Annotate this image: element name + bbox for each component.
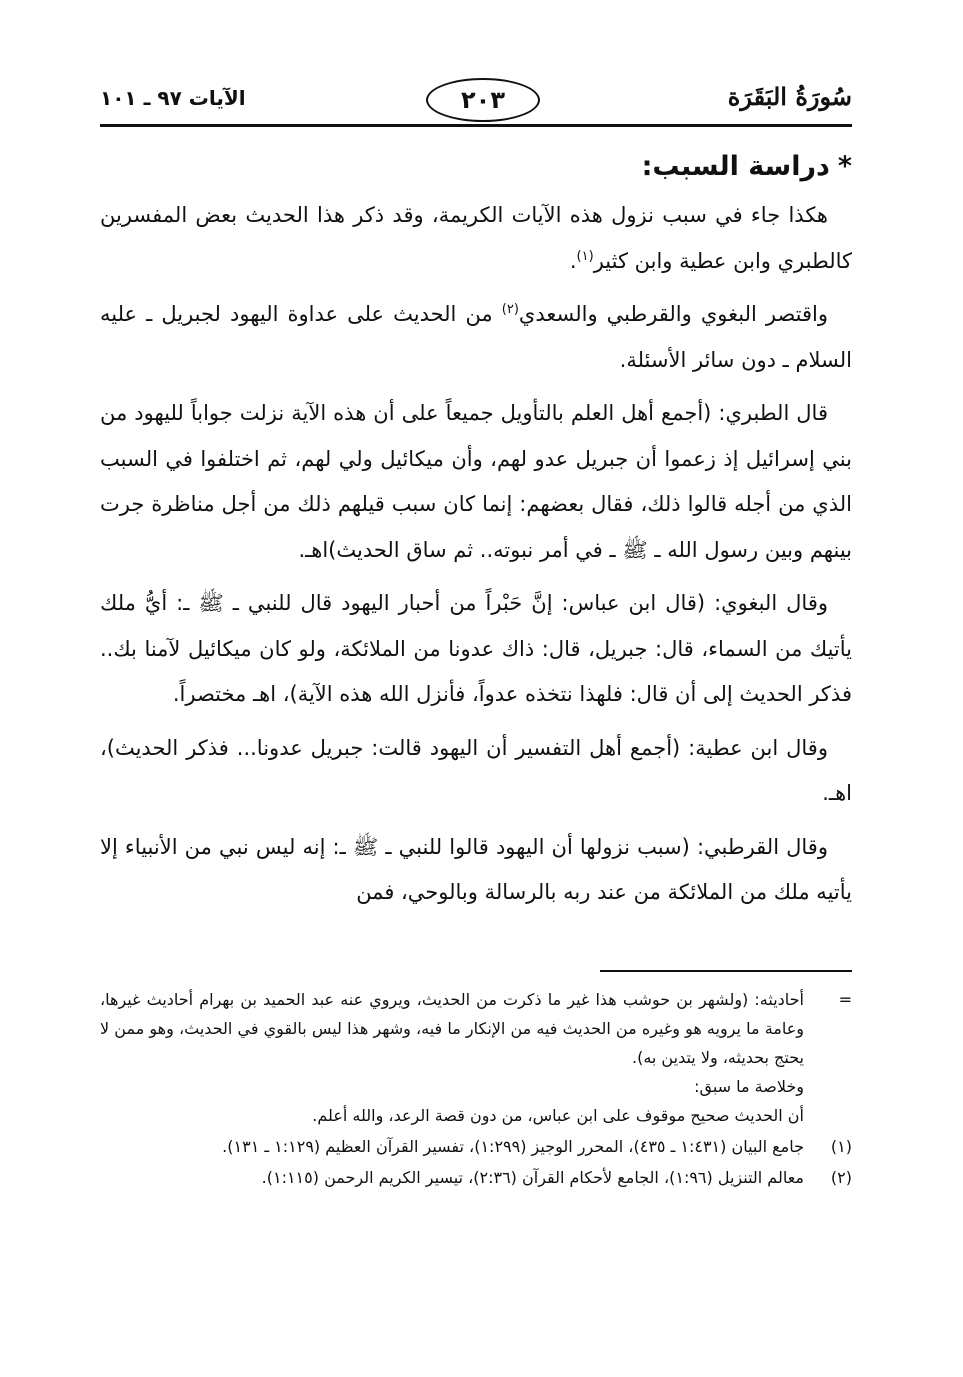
paragraph-text: واقتصر البغوي والقرطبي والسعدي — [518, 302, 829, 326]
footnote-ref: (٢) — [501, 302, 519, 317]
heading-star-icon: * — [837, 151, 852, 182]
page-number: ٢٠٣ — [426, 78, 540, 122]
page-header — [100, 78, 852, 122]
footnote-ref: (١) — [576, 248, 594, 264]
footnote-text: جامع البيان (١:٤٣١ ـ ٤٣٥)، المحرر الوجيز (١:٢٩٩)، تفسير القرآن العظيم (١:١٢٩ ـ ١٣١). — [222, 1137, 804, 1156]
footnote-line: وخلاصة ما سبق: — [694, 1077, 804, 1096]
heading-text: دراسة السبب: — [641, 151, 830, 182]
footnote-number: (٢) — [830, 1168, 852, 1187]
paragraph-text: قال الطبري: (أجمع أهل العلم بالتأويل جميعاً على أن هذه الآية نزلت جواباً لليهود من بني إسرائيل إذ زعموا أن جبريل عدو لهم، وأن ميكائيل ولي لهم، ثم اختلفوا في السبب الذي من أجله قالوا ذلك، فقال بعضهم: إنما كان سبب قيلهم ذلك من أجل مناظرة جرت بينهم وبين رسول الله ـ ﷺ ـ في أمر نبوته.. ثم ساق الحديث)اهـ. — [100, 401, 852, 562]
paragraph-text: وقال ابن عطية: (أجمع أهل التفسير أن اليهود قالت: جبريل عدونا... فذكر الحديث)، اهـ. — [100, 735, 852, 805]
paragraph-text: . — [569, 248, 577, 273]
paragraph-text: من الحديث على عداوة اليهود لجبريل ـ عليه السلام ـ دون سائر الأسئلة. — [100, 302, 852, 372]
footnote-text: معالم التنزيل (١:٩٦)، الجامع لأحكام القرآن (٢:٣٦)، تيسير الكريم الرحمن (١:١١٥). — [261, 1168, 804, 1187]
footnotes — [100, 985, 852, 1192]
surah-title: سُورَةُ البَقَرَة — [727, 82, 852, 111]
header-divider — [100, 124, 852, 127]
ayat-range: الآيات ٩٧ ـ ١٠١ — [100, 86, 246, 110]
footnote-line: أحاديثه: (ولشهر بن حوشب هذا غير ما ذكرت من الحديث، ويروي عنه عبد الحميد بن بهرام أحاديث غيرها، وعامة ما يرويه هو وغيره من الحديث فيه من الإنكار ما فيه، وشهر هذا ليس بالقوي في الحديث، وهو ممن لا يحتج بحديثه، ولا يتدين به). — [100, 990, 804, 1067]
footnote-item — [100, 1132, 852, 1161]
footnote-item — [100, 1163, 852, 1192]
paragraph — [100, 581, 852, 718]
footnote-divider — [600, 970, 852, 972]
footnote-continuation — [100, 985, 852, 1130]
paragraph-text: وقال البغوي: (قال ابن عباس: إنَّ حَبْراً من أحبار اليهود قال للنبي ـ ﷺ ـ: أيُّ ملك يأتيك من السماء، قال: جبريل، قال: ذاك عدونا من الملائكة، ولو كان ميكائيل لآمنا بك.. فذكر الحديث إلى أن قال: فلهذا نتخذه عدواً، فأنزل الله هذه الآية)، اهـ مختصراً. — [100, 591, 852, 706]
paragraph — [100, 825, 852, 916]
paragraph — [100, 292, 852, 383]
footnote-number: (١) — [830, 1137, 852, 1156]
paragraph-text: هكذا جاء في سبب نزول هذه الآيات الكريمة، وقد ذكر هذا الحديث بعض المفسرين كالطبري وابن عطية وابن كثير — [100, 203, 852, 273]
paragraph — [100, 193, 852, 284]
paragraph-text: وقال القرطبي: (سبب نزولها أن اليهود قالوا للنبي ـ ﷺ ـ: إنه ليس نبي من الأنبياء إلا يأتيه ملك من الملائكة من عند ربه بالرسالة وبالوحي، فمن — [100, 834, 852, 904]
section-heading — [100, 145, 852, 189]
continuation-mark: = — [838, 990, 852, 1009]
footnote-line: أن الحديث صحيح موقوف على ابن عباس، من دون قصة الرعد، والله أعلم. — [312, 1106, 804, 1125]
paragraph — [100, 391, 852, 573]
main-text — [100, 145, 852, 924]
paragraph — [100, 726, 852, 817]
